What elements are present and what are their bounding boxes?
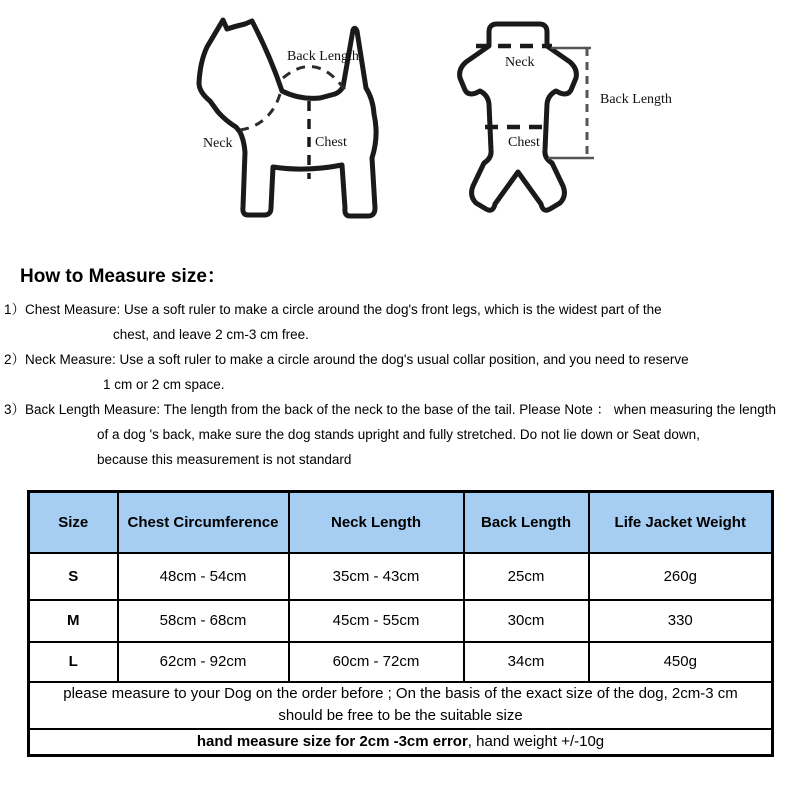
column-header-chest-circumference: Chest Circumference [118, 492, 289, 553]
chest-value: 48cm - 54cm [118, 553, 289, 600]
back-length-measure-line [283, 66, 345, 90]
chest-value: 58cm - 68cm [118, 600, 289, 642]
dog-side-view-diagram [148, 0, 448, 240]
instruction-2-line-1: 2）Neck Measure: Use a soft ruler to make a circle around the dog's usual collar position, and you need to reserve [4, 352, 689, 367]
back-length-label: Back Length [600, 92, 672, 107]
column-header-neck-length: Neck Length [289, 492, 464, 553]
neck-value: 35cm - 43cm [289, 553, 464, 600]
size-chart-table [27, 490, 774, 757]
neck-value: 60cm - 72cm [289, 642, 464, 682]
measure-instructions [4, 297, 776, 472]
instruction-3-line-2: of a dog 's back, make sure the dog stands upright and fully stretched. Do not lie down or Seat down, [97, 427, 700, 442]
instruction-3-line-3: because this measurement is not standard [97, 452, 352, 467]
measure-note-line-1: please measure to your Dog on the order before ; On the basis of the exact size of the dog, 2cm-3 cm [63, 684, 738, 702]
size-value: M [29, 600, 118, 642]
measure-note-line-2: should be free to be the suitable size [278, 707, 523, 724]
dog-top-view-diagram [430, 0, 740, 240]
hand-measure-error-text: hand measure size for 2cm -3cm error [196, 733, 468, 751]
instruction-2-line-2: 1 cm or 2 cm space. [103, 377, 225, 392]
hand-measure-row [29, 729, 773, 756]
chest-label: Chest [508, 135, 540, 150]
size-value: L [29, 642, 118, 682]
column-header-size: Size [29, 492, 118, 553]
weight-value: 330 [589, 600, 773, 642]
back-value: 34cm [464, 642, 589, 682]
chest-value: 62cm - 92cm [118, 642, 289, 682]
column-header-back-length: Back Length [464, 492, 589, 553]
table-row-size-m [29, 600, 773, 642]
hand-measure-text [29, 729, 773, 756]
chest-label: Chest [315, 135, 347, 150]
hand-weight-text: , hand weight +/-10g [467, 733, 605, 751]
neck-label: Neck [505, 55, 535, 70]
table-row-size-l [29, 642, 773, 682]
back-value: 30cm [464, 600, 589, 642]
table-row-size-s [29, 553, 773, 600]
how-to-measure-heading: How to Measure size： [20, 266, 226, 287]
neck-label: Neck [203, 136, 233, 151]
weight-value: 260g [589, 553, 773, 600]
instruction-3-line-1: 3）Back Length Measure: The length from the back of the neck to the base of the tail. Please Note ： when measuring the length [4, 402, 776, 417]
neck-value: 45cm - 55cm [289, 600, 464, 642]
measure-note-row [29, 682, 773, 729]
back-value: 25cm [464, 553, 589, 600]
instruction-1-line-2: chest, and leave 2 cm-3 cm free. [113, 327, 309, 342]
measure-note-text [29, 682, 773, 729]
weight-value: 450g [589, 642, 773, 682]
dog-top-outline [460, 24, 577, 210]
back-length-label: Back Length [287, 49, 359, 64]
size-value: S [29, 553, 118, 600]
instruction-1-line-1: 1）Chest Measure: Use a soft ruler to make a circle around the dog's front legs, which is the widest part of the [4, 302, 662, 317]
table-header-row [29, 492, 773, 553]
column-header-life-jacket-weight: Life Jacket Weight [589, 492, 773, 553]
